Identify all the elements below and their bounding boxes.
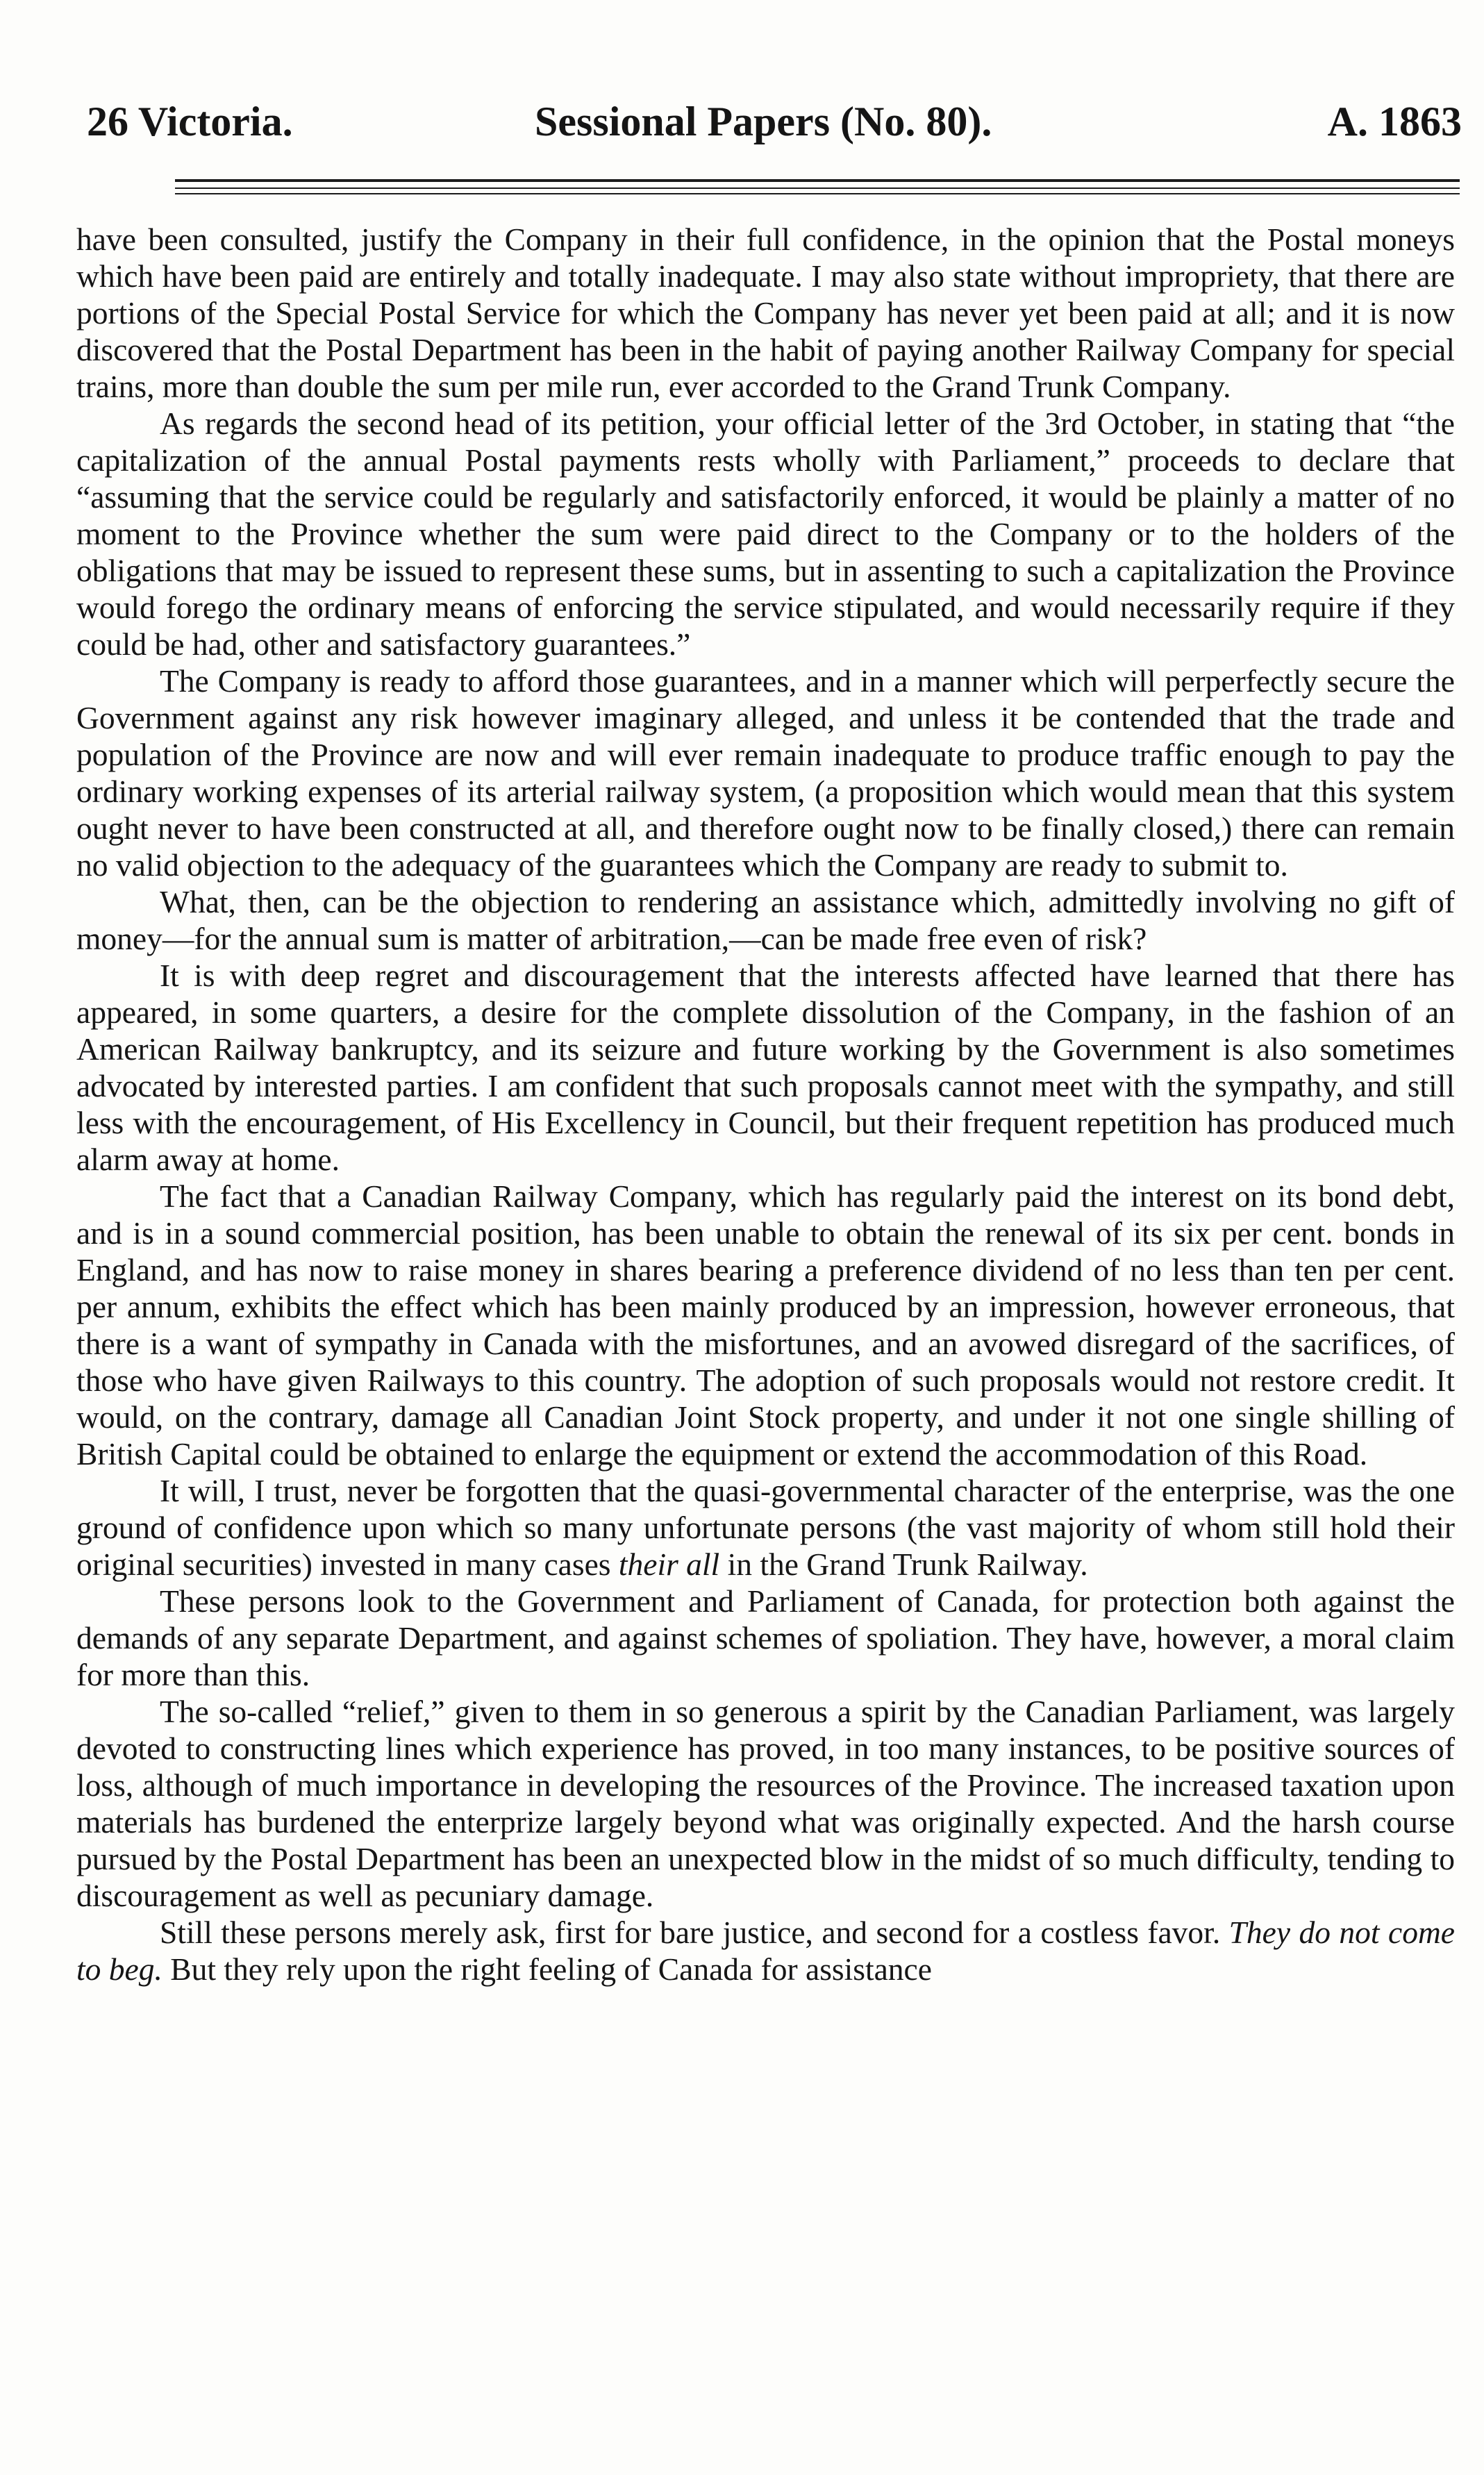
header-rule-thick [175,179,1460,182]
paragraph-italic-text: They do not come to beg. [76,1915,1455,1987]
paragraph-objection: What, then, can be the objection to rendering an assistance which, admittedly involving no gift of money—for the annual sum is matter of arbitration,—can be made free even of risk? [76,884,1455,956]
paragraph-relief: The so-called “relief,” given to them in so generous a spirit by the Canadian Parliament, was largely devoted to constructing lines which experience has proved, in too many instances, to be positive sources of loss, although of much importance in developing the resources of the Province. The increased taxation upon materials has burdened the enterprize largely beyond what was originally expected. And the harsh course pursued by the Postal Department has been an unexpected blow in the midst of so much difficulty, tending to discouragement as well as pecuniary damage. [76,1694,1455,1913]
paragraph-text: Still these persons merely ask, first for bare justice, and second for a costless favor. [160,1915,1229,1950]
paragraph-regret: It is with deep regret and discouragement that the interests affected have learned that there has appeared, in some quarters, a desire for the complete dissolution of the Company, in the fashion of an American Railway bankruptcy, and its seizure and future working by the Government is also sometimes advocated by interested parties. I am confident that such proposals cannot meet with the sympathy, and still less with the encouragement, of His Excellency in Council, but their frequent repetition has produced much alarm away at home. [76,958,1455,1177]
paragraph-protection: These persons look to the Government and Parliament of Canada, for protection both against the demands of any separate Department, and against schemes of spoliation. They have, however, a moral claim for more than this. [76,1583,1455,1692]
paragraph-text: It will, I trust, never be forgotten that the quasi-governmental character of the enterprise, was the one ground of confidence upon which so many unfortunate persons (the vast majority of whom still hold their original securities) invested in many cases [76,1473,1455,1582]
header-session: 26 Victoria. [87,99,293,144]
paragraph-quasi-governmental [76,1472,1455,1583]
paragraph-continued: have been consulted, justify the Company in their full confidence, in the opinion that the Postal moneys which have been paid are entirely and totally inadequate. I may also state without impropriety, that there are portions of the Special Postal Service for which the Company has never yet been paid at all; and it is now discovered that the Postal Department has been in the habit of paying another Railway Company for special trains, more than double the sum per mile run, ever accorded to the Grand Trunk Company. [76,222,1455,404]
paragraph-text: in the Grand Trunk Railway. [719,1547,1088,1582]
header-rule-thin-lower [175,193,1460,194]
paragraph-guarantees: The Company is ready to afford those guarantees, and in a manner which will perperfectly secure the Government against any risk however imaginary alleged, and unless it be contended that the trade and population of the Province are now and will ever remain inadequate to produce traffic enough to pay the ordinary working expenses of its arterial railway system, (a proposition which would mean that this system ought never to have been constructed at all, and therefore ought now to be finally closed,) there can remain no valid objection to the adequacy of the guarantees which the Company are ready to submit to. [76,663,1455,883]
header-year: A. 1863 [1327,99,1462,144]
paragraph-italic-text: their all [618,1547,720,1582]
header-title: Sessional Papers (No. 80). [535,99,992,144]
header-rule-thin [175,188,1460,189]
paragraph-text: But they rely upon the right feeling of Canada for assistance [162,1951,932,1987]
paragraph-capitalization: As regards the second head of its petition, your official letter of the 3rd October, in stating that “the capitalization of the annual Postal payments rests wholly with Parliament,” proceeds to declare that “assuming that the service could be regularly and satisfactorily enforced, it would be plainly a matter of no moment to the Province whether the sum were paid direct to the Company or to the holders of the obligations that may be issued to represent these sums, but in assenting to such a capitalization the Province would forego the ordinary means of enforcing the service stipulated, and would necessarily require if they could be had, other and satisfactory guarantees.” [76,406,1455,662]
paragraph-canadian-railway: The fact that a Canadian Railway Company, which has regularly paid the interest on its bond debt, and is in a sound commercial position, has been unable to obtain the renewal of its six per cent. bonds in England, and has now to raise money in shares bearing a preference dividend of no less than ten per cent. per annum, exhibits the effect which has been mainly produced by an impression, however erroneous, that there is a want of sympathy in Canada with the misfortunes, and an avowed disregard of the sacrifices, of those who have given Railways to this country. The adoption of such proposals would not restore credit. It would, on the contrary, damage all Canadian Joint Stock property, and under it not one single shilling of British Capital could be obtained to enlarge the equipment or extend the accommodation of this Road. [76,1178,1455,1472]
page-header [87,90,1462,153]
body-text [76,221,1455,1988]
paragraph-costless-favor [76,1914,1455,1988]
